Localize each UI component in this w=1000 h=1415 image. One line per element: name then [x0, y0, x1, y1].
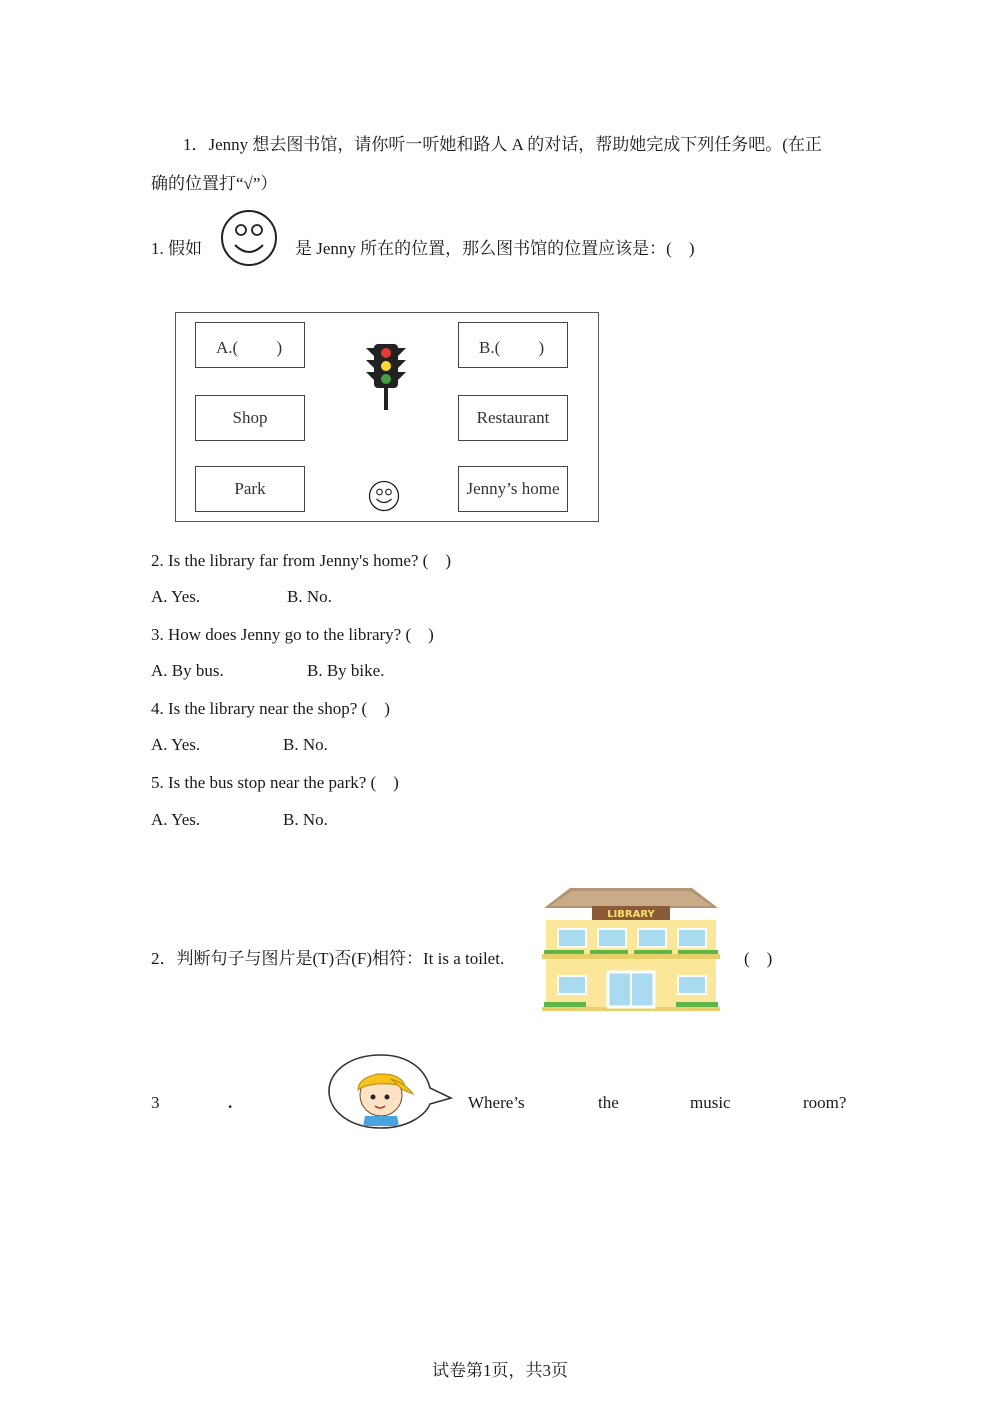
q1-q4-option-a[interactable]: A. Yes. — [151, 735, 201, 754]
map-park: Park — [195, 466, 305, 512]
q1-sub1-prefix: 1. 假如 — [151, 239, 202, 258]
q1-q2-option-b[interactable]: B. No. — [287, 587, 332, 606]
q1-question-4: 4. Is the library near the shop? ( ) — [151, 699, 390, 718]
map-jennys-home: Jenny’s home — [458, 466, 568, 512]
map-shop: Shop — [195, 395, 305, 441]
map-restaurant: Restaurant — [458, 395, 568, 441]
smiley-face-icon — [220, 209, 278, 267]
q2-statement: 2．判断句子与图片是(T)否(F)相符：It is a toilet. — [151, 949, 505, 968]
q3-number: 3 — [151, 1093, 160, 1112]
library-building-image — [540, 884, 722, 1014]
library-sign-text: LIBRARY — [607, 909, 655, 920]
q1-question-5: 5. Is the bus stop near the park? ( ) — [151, 773, 399, 792]
page-footer: 试卷第1页，共3页 — [432, 1361, 568, 1380]
q1-question-2: 2. Is the library far from Jenny's home? ( ) — [151, 551, 451, 570]
q2-answer-blank[interactable]: ( ) — [744, 949, 773, 968]
q1-q3-option-a[interactable]: A. By bus. — [151, 661, 224, 680]
q3-dot: . — [228, 1093, 233, 1112]
q1-q5-option-a[interactable]: A. Yes. — [151, 810, 201, 829]
q1-intro-line1: 1．Jenny 想去图书馆，请你听一听她和路人 A 的对话，帮助她完成下列任务吧。(在正 — [183, 135, 822, 154]
q1-q5-option-b[interactable]: B. No. — [283, 810, 328, 829]
traffic-light-icon — [364, 342, 408, 412]
q3-word-2: the — [598, 1093, 619, 1112]
jenny-position-smiley-icon — [368, 480, 400, 512]
q3-word-3: music — [690, 1093, 731, 1112]
q1-q2-option-a[interactable]: A. Yes. — [151, 587, 201, 606]
q3-word-4: room? — [803, 1093, 847, 1112]
q1-q4-option-b[interactable]: B. No. — [283, 735, 328, 754]
street-map — [175, 312, 599, 522]
q1-question-3: 3. How does Jenny go to the library? ( ) — [151, 625, 434, 644]
map-option-a[interactable]: A.( ) — [195, 322, 305, 368]
q3-word-1: Where’s — [468, 1093, 525, 1112]
map-option-b[interactable]: B.( ) — [458, 322, 568, 368]
boy-speech-bubble-image — [327, 1052, 455, 1132]
q1-sub1-suffix: 是 Jenny 所在的位置，那么图书馆的位置应该是：( ) — [295, 239, 695, 258]
q1-intro-line2: 确的位置打“√”） — [151, 174, 278, 193]
q1-q3-option-b[interactable]: B. By bike. — [307, 661, 385, 680]
